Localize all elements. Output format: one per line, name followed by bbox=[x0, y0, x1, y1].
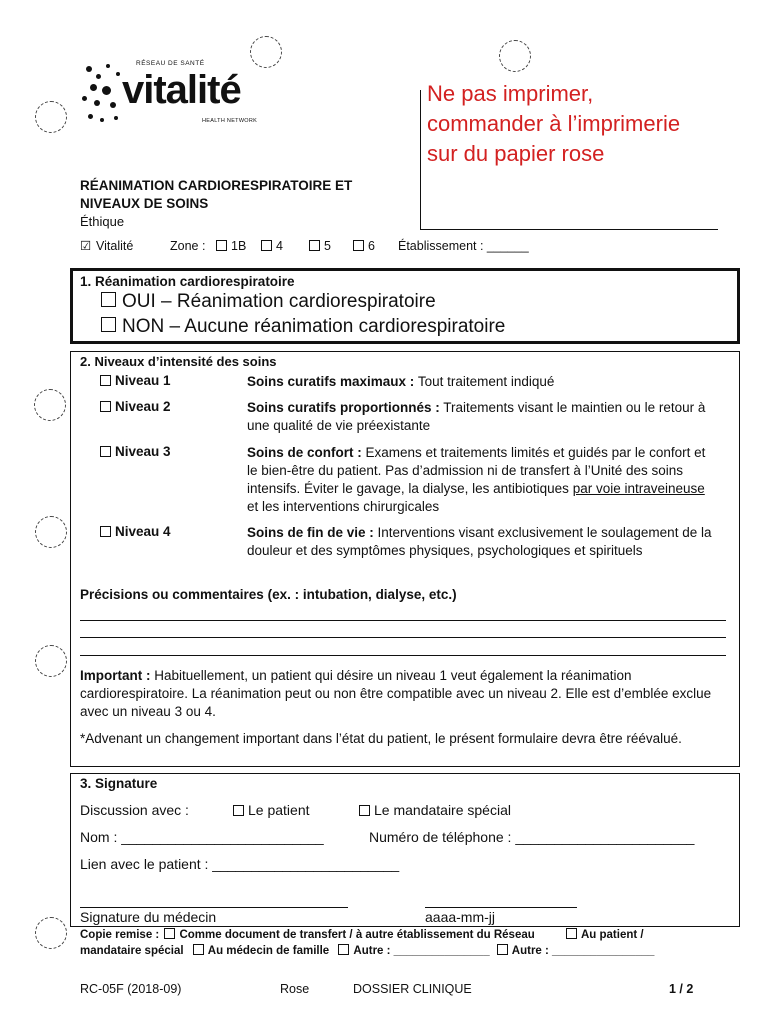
zone-6-option[interactable] bbox=[353, 239, 375, 253]
telephone-field[interactable]: Numéro de téléphone : _______________________ bbox=[369, 829, 695, 845]
important-note bbox=[80, 667, 720, 721]
logo-dot bbox=[116, 72, 120, 76]
print-notice bbox=[427, 79, 680, 169]
niveau-underlined: par voie intraveineuse bbox=[572, 481, 705, 496]
discussion-label: Discussion avec : bbox=[80, 802, 189, 818]
logo-dot bbox=[94, 100, 100, 106]
zone-label: Zone : bbox=[170, 239, 206, 253]
punch-hole bbox=[34, 389, 66, 421]
zone-1b-option[interactable] bbox=[216, 239, 246, 253]
rcr-non-label: NON – Aucune réanimation cardiorespiratoire bbox=[122, 316, 506, 337]
notice-divider bbox=[420, 229, 718, 230]
checkbox-icon bbox=[101, 317, 116, 332]
vitalite-checkbox[interactable]: ☑ bbox=[80, 239, 92, 253]
checkbox-icon bbox=[359, 805, 370, 816]
logo-dot bbox=[100, 118, 104, 122]
zone-value: 6 bbox=[368, 239, 375, 253]
copie-label: Copie remise : bbox=[80, 929, 160, 941]
form-subtitle: Éthique bbox=[80, 214, 125, 229]
copie-line-2 bbox=[80, 944, 740, 957]
checkbox-icon bbox=[261, 240, 272, 251]
rcr-oui-option[interactable] bbox=[101, 291, 436, 313]
nom-field[interactable]: Nom : __________________________ bbox=[80, 829, 324, 845]
logo-dot bbox=[102, 86, 111, 95]
checkbox-icon bbox=[353, 240, 364, 251]
niveau-label: Niveau 3 bbox=[115, 444, 171, 459]
copie-autre-1: Autre : _______________ bbox=[353, 945, 490, 957]
discussion-patient-option[interactable] bbox=[233, 802, 310, 818]
vitalite-logo bbox=[80, 60, 270, 140]
notice-line: sur du papier rose bbox=[427, 141, 605, 166]
checkbox-icon[interactable] bbox=[338, 944, 349, 955]
checkbox-icon bbox=[100, 526, 111, 537]
checkbox-icon[interactable] bbox=[497, 944, 508, 955]
form-title bbox=[80, 177, 352, 213]
discussion-mandataire-option[interactable] bbox=[359, 802, 511, 818]
niveau-3-option[interactable] bbox=[100, 444, 171, 459]
niveau-text-after: et les interventions chirurgicales bbox=[247, 499, 440, 514]
copie-autre-2: Autre : ________________ bbox=[511, 945, 655, 957]
niveau-text: Tout traitement indiqué bbox=[414, 374, 555, 389]
important-label: Important : bbox=[80, 668, 151, 683]
etablissement-field[interactable]: Établissement : ______ bbox=[398, 239, 529, 253]
logo-dot bbox=[96, 74, 101, 79]
date-label: aaaa-mm-jj bbox=[425, 909, 496, 925]
footer-dossier: DOSSIER CLINIQUE bbox=[353, 982, 472, 996]
niveau-text: Examens et traitements limités et guidés par le confort et le bien-être du patient. Pas d’admission ni de transfert à l’Unité des soins intensifs. Éviter le gavage, la dialyse, les antibiotiques bbox=[247, 445, 706, 496]
logo-dot bbox=[106, 64, 110, 68]
title-line: RÉANIMATION CARDIORESPIRATOIRE ET bbox=[80, 178, 353, 193]
notice-line: Ne pas imprimer, bbox=[427, 81, 594, 106]
niveau-head: Soins curatifs maximaux : bbox=[247, 374, 415, 389]
advenant-note: *Advenant un changement important dans l’état du patient, le présent formulaire devra être réévalué. bbox=[80, 731, 682, 746]
checkbox-icon bbox=[100, 446, 111, 457]
comment-line[interactable] bbox=[80, 637, 726, 638]
copie-patient: Au patient / bbox=[580, 929, 644, 941]
logo-dot bbox=[110, 102, 116, 108]
section-niveaux-title: 2. Niveaux d’intensité des soins bbox=[80, 354, 277, 369]
zone-row bbox=[80, 239, 600, 255]
logo-dot bbox=[82, 96, 87, 101]
punch-hole bbox=[35, 917, 67, 949]
patient-label: Le patient bbox=[248, 802, 310, 818]
important-text: Habituellement, un patient qui désire un niveau 1 veut également la réanimation cardiorespiratoire. La réanimation peut ou non être compatible avec un niveau 2. Elle est d’emblée exclue avec un niveau 3 ou 4. bbox=[80, 668, 712, 719]
checkbox-icon[interactable] bbox=[164, 928, 175, 939]
niveau-2-description bbox=[247, 399, 717, 435]
punch-hole bbox=[35, 101, 67, 133]
checkbox-icon bbox=[233, 805, 244, 816]
checkbox-icon bbox=[309, 240, 320, 251]
comment-line[interactable] bbox=[80, 620, 726, 621]
section-signature-title: 3. Signature bbox=[80, 776, 158, 791]
niveau-text: Interventions visant exclusivement le soulagement de la douleur et des symptômes physiques, psychologiques et spirituels bbox=[247, 525, 712, 558]
punch-hole bbox=[499, 40, 531, 72]
logo-dot bbox=[114, 116, 118, 120]
niveau-head: Soins de confort : bbox=[247, 445, 362, 460]
lien-field[interactable]: Lien avec le patient : ________________________ bbox=[80, 856, 400, 872]
niveau-label: Niveau 1 bbox=[115, 373, 171, 388]
copie-mandataire: mandataire spécial bbox=[80, 945, 184, 957]
signature-label: Signature du médecin bbox=[80, 909, 217, 925]
copie-medecin: Au médecin de famille bbox=[207, 945, 330, 957]
niveau-2-option[interactable] bbox=[100, 399, 171, 414]
checkbox-icon bbox=[100, 401, 111, 412]
date-line[interactable] bbox=[425, 907, 577, 908]
vitalite-label: Vitalité bbox=[96, 239, 134, 253]
niveau-1-option[interactable] bbox=[100, 373, 171, 388]
niveau-1-description bbox=[247, 373, 717, 391]
logo-reseau-text: RÉSEAU DE SANTÉ bbox=[136, 60, 205, 67]
comment-line[interactable] bbox=[80, 655, 726, 656]
zone-5-option[interactable] bbox=[309, 239, 331, 253]
niveau-text: Traitements visant le maintien ou le retour à une qualité de vie préexistante bbox=[247, 400, 706, 433]
checkbox-icon bbox=[101, 292, 116, 307]
logo-dot bbox=[86, 66, 92, 72]
niveau-head: Soins curatifs proportionnés : bbox=[247, 400, 440, 415]
checkbox-icon[interactable] bbox=[566, 928, 577, 939]
signature-line[interactable] bbox=[80, 907, 348, 908]
logo-dot bbox=[90, 84, 97, 91]
logo-dot bbox=[88, 114, 93, 119]
punch-hole bbox=[35, 645, 67, 677]
checkbox-icon bbox=[100, 375, 111, 386]
niveau-head: Soins de fin de vie : bbox=[247, 525, 374, 540]
copie-transfert: Comme document de transfert / à autre établissement du Réseau bbox=[179, 929, 535, 941]
title-line: NIVEAUX DE SOINS bbox=[80, 196, 209, 211]
punch-hole bbox=[35, 516, 67, 548]
section-rcr-title: 1. Réanimation cardiorespiratoire bbox=[80, 274, 295, 289]
niveau-4-description bbox=[247, 524, 717, 560]
niveau-4-option[interactable] bbox=[100, 524, 171, 539]
zone-4-option[interactable] bbox=[261, 239, 283, 253]
checkbox-icon bbox=[216, 240, 227, 251]
zone-value: 4 bbox=[276, 239, 283, 253]
niveau-label: Niveau 4 bbox=[115, 524, 171, 539]
precisions-label: Précisions ou commentaires (ex. : intubation, dialyse, etc.) bbox=[80, 587, 457, 602]
niveau-label: Niveau 2 bbox=[115, 399, 171, 414]
footer-code: RC-05F (2018-09) bbox=[80, 982, 182, 996]
logo-health-text: HEALTH NETWORK bbox=[202, 118, 258, 124]
rcr-oui-label: OUI – Réanimation cardiorespiratoire bbox=[122, 291, 436, 312]
notice-line: commander à l’imprimerie bbox=[427, 111, 681, 136]
copie-line-1 bbox=[80, 928, 730, 941]
mandataire-label: Le mandataire spécial bbox=[374, 802, 511, 818]
niveau-3-description bbox=[247, 444, 717, 516]
section-signature bbox=[70, 773, 740, 927]
rcr-non-option[interactable] bbox=[101, 316, 505, 338]
zone-value: 1B bbox=[231, 239, 247, 253]
zone-value: 5 bbox=[324, 239, 331, 253]
checkbox-icon[interactable] bbox=[193, 944, 204, 955]
footer-page: 1 / 2 bbox=[669, 982, 694, 996]
footer-rose: Rose bbox=[280, 982, 310, 996]
notice-divider bbox=[420, 90, 421, 230]
logo-name: vitalité bbox=[122, 68, 241, 112]
